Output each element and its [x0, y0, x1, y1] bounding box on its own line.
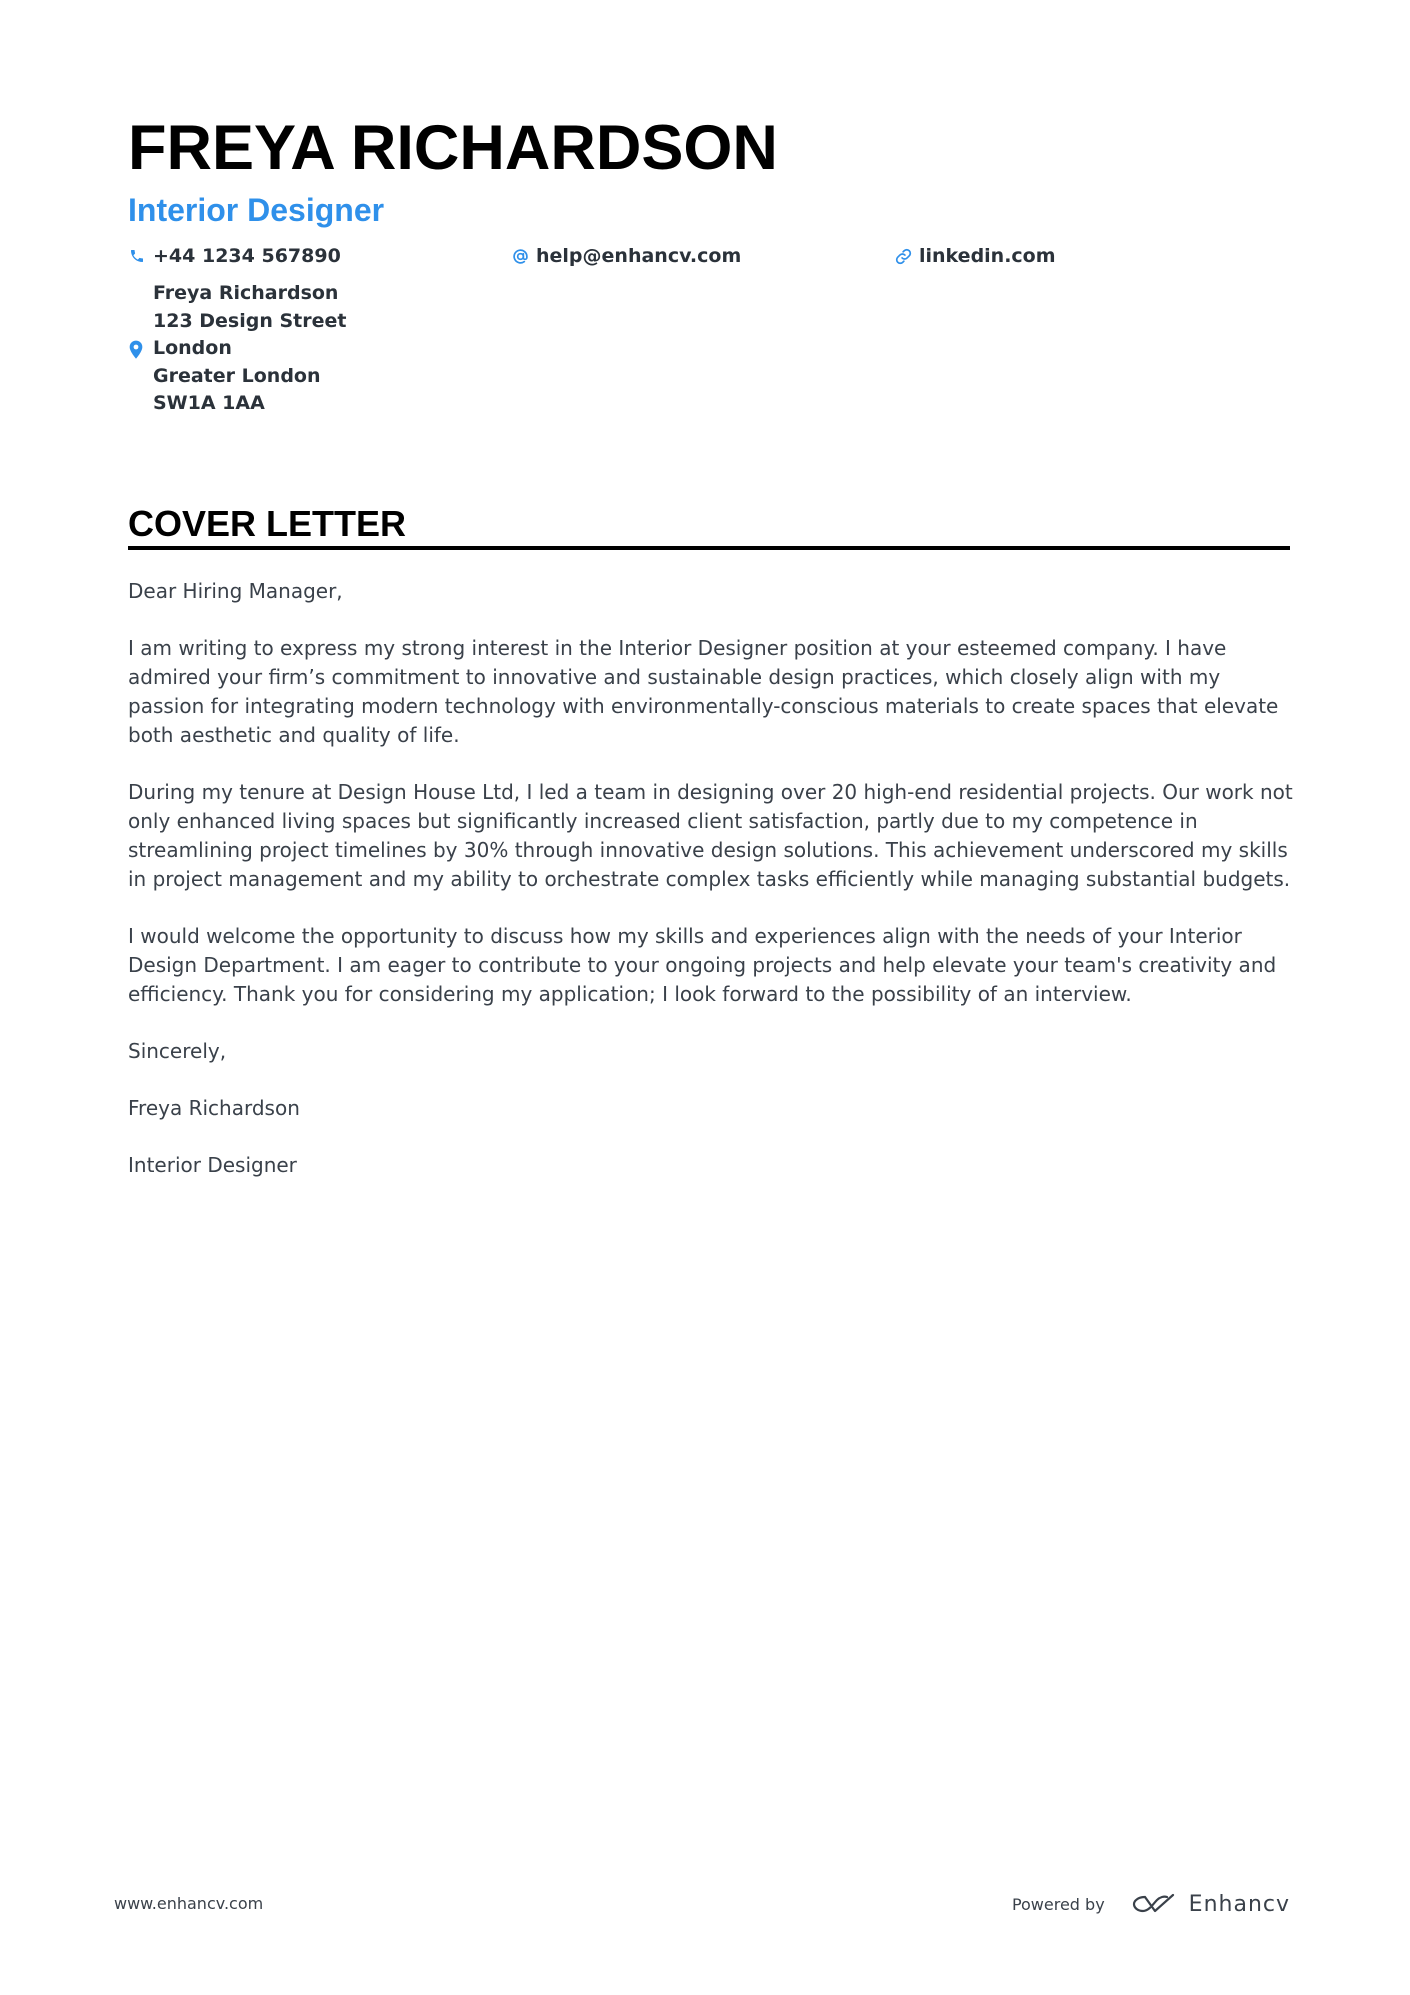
- powered-by-label: Powered by: [1011, 1894, 1105, 1914]
- website-text: linkedin.com: [919, 245, 1056, 267]
- letter-body: [128, 577, 1293, 1208]
- website-contact[interactable]: [894, 240, 1056, 272]
- phone-icon: [128, 247, 146, 265]
- section-title: COVER LETTER: [128, 503, 407, 544]
- enhancv-brand-name: Enhancv: [1188, 1891, 1290, 1917]
- signature-name: Freya Richardson: [128, 1096, 300, 1120]
- address-line: 123 Design Street: [153, 309, 347, 332]
- phone-text: +44 1234 567890: [153, 245, 341, 267]
- address-line: Greater London: [153, 364, 321, 387]
- phone-contact[interactable]: [128, 240, 341, 272]
- address-line: London: [153, 337, 232, 359]
- footer-branding[interactable]: [1012, 1884, 1290, 1924]
- footer-website-link[interactable]: www.enhancv.com: [114, 1894, 264, 1913]
- candidate-title: Interior Designer: [128, 192, 385, 228]
- contact-row: [128, 240, 1288, 272]
- link-icon: [894, 247, 912, 265]
- candidate-name: FREYA RICHARDSON: [128, 113, 778, 183]
- address-block: [128, 280, 528, 420]
- enhancv-logo-icon: [1131, 1892, 1177, 1916]
- letter-closing: Sincerely,: [128, 1039, 227, 1063]
- letter-paragraph: I would welcome the opportunity to discuss how my skills and experiences align with the needs of your Interior Design Department. I am eager to contribute to your ongoing projects and help elevate your team's creativity and efficiency. Thank you for considering my application; I look forward to the possibility of an interview.: [128, 924, 1277, 1006]
- email-text: help@enhancv.com: [536, 245, 742, 267]
- address-line: SW1A 1AA: [153, 392, 265, 414]
- location-pin-icon: [128, 340, 146, 362]
- letter-greeting: Dear Hiring Manager,: [128, 579, 343, 603]
- section-divider: [128, 546, 1290, 550]
- email-contact[interactable]: [511, 240, 741, 272]
- address-lines: [153, 280, 347, 418]
- at-icon: [511, 247, 529, 265]
- signature-title: Interior Designer: [128, 1153, 297, 1177]
- address-line: Freya Richardson: [153, 282, 339, 304]
- letter-paragraph: During my tenure at Design House Ltd, I led a team in designing over 20 high-end residential projects. Our work not only enhanced living spaces but significantly increased client satisfaction, partly due to my competence in streamlining project timelines by 30% through innovative design solutions. This achievement underscored my skills in project management and my ability to orchestrate complex tasks efficiently while managing substantial budgets.: [128, 780, 1293, 891]
- letter-paragraph: I am writing to express my strong interest in the Interior Designer position at your esteemed company. I have admired your firm’s commitment to innovative and sustainable design practices, which closely align with my passion for integrating modern technology with environmentally-conscious materials to create spaces that elevate both aesthetic and quality of life.: [128, 636, 1279, 747]
